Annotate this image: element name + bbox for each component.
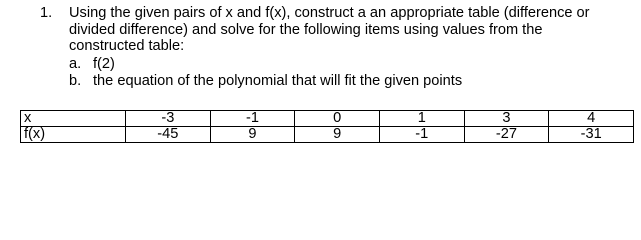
table-row-fx	[21, 127, 634, 143]
table-cell: 3	[464, 111, 549, 127]
table-cell: 4	[549, 111, 634, 127]
table-cell: 9	[295, 127, 380, 143]
sub-item-a-text: f(2)	[93, 56, 115, 72]
sub-item-a	[69, 56, 115, 73]
question-line-3: constructed table:	[69, 38, 185, 55]
question-text	[69, 5, 639, 55]
table-cell: -31	[549, 127, 634, 143]
table-cell: -3	[126, 111, 211, 127]
table-cell: 9	[210, 127, 295, 143]
table-cell: 0	[295, 111, 380, 127]
table-cell: -1	[379, 127, 464, 143]
data-points-table	[20, 110, 634, 143]
table-cell: -1	[210, 111, 295, 127]
row-label-x: x	[21, 111, 126, 127]
table-row-x	[21, 111, 634, 127]
sub-item-b-text: the equation of the polynomial that will fit the given points	[93, 73, 463, 89]
question-line-1: Using the given pairs of x and f(x), construct a an appropriate table (difference or	[69, 5, 590, 21]
row-label-fx: f(x)	[21, 127, 126, 143]
sub-item-b	[69, 73, 462, 90]
question-number: 1.	[40, 5, 53, 21]
table-cell: 1	[379, 111, 464, 127]
table-cell: -27	[464, 127, 549, 143]
sub-item-a-label: a.	[69, 56, 82, 72]
table-cell: -45	[126, 127, 211, 143]
sub-item-b-label: b.	[69, 73, 82, 89]
question-line-2: divided difference) and solve for the following items using values from the	[69, 21, 543, 38]
